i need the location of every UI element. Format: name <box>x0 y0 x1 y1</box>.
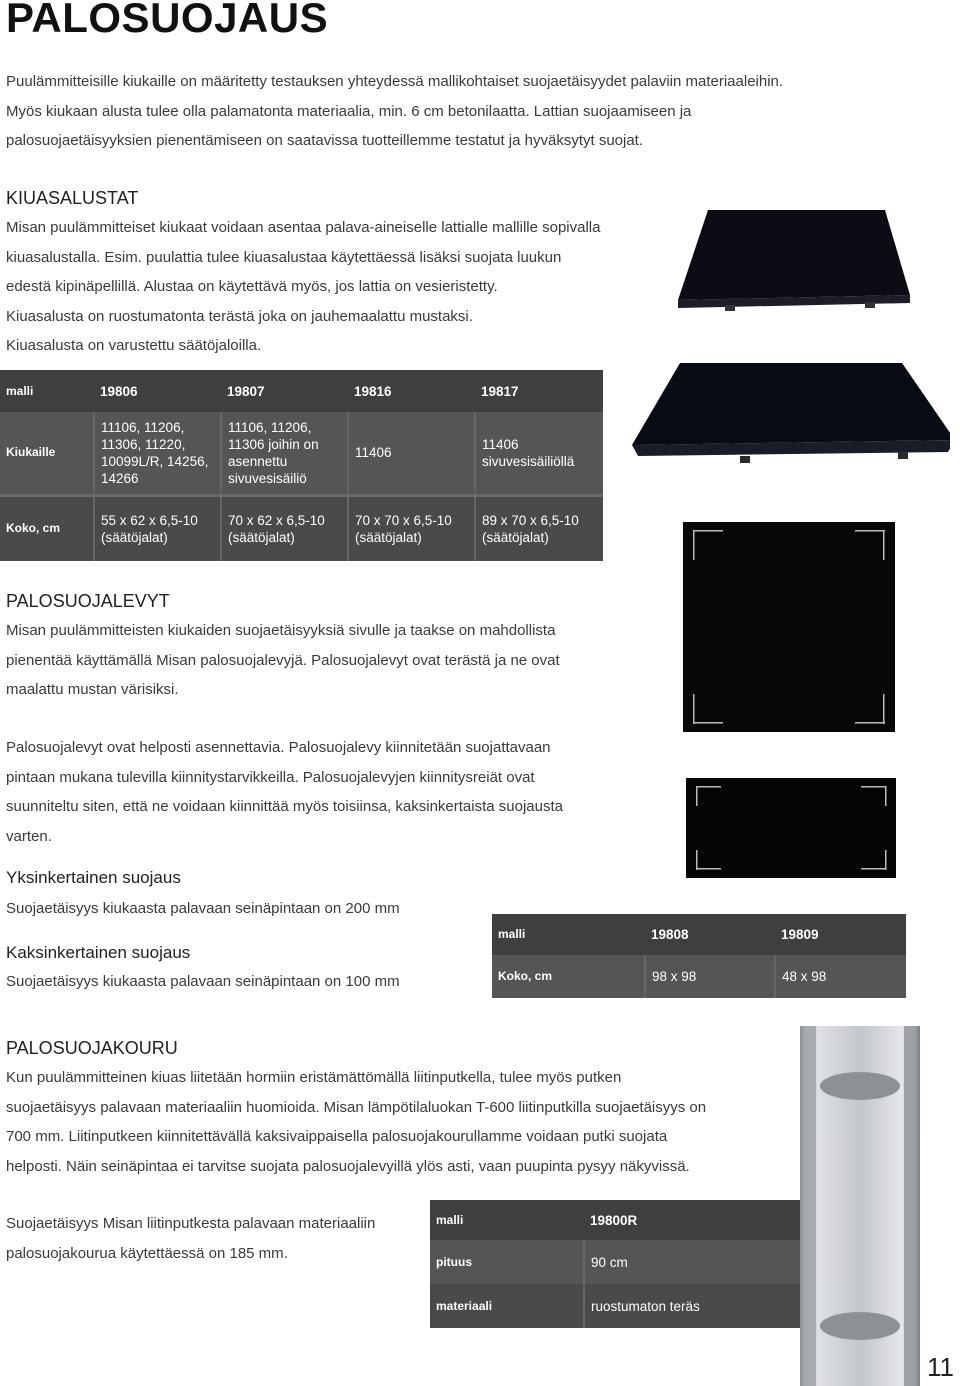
table-header-cell: 19809 <box>775 914 906 955</box>
table-header-cell: malli <box>0 370 94 412</box>
page-number: 11 <box>927 1352 954 1382</box>
table-row <box>430 1284 800 1328</box>
table-cell: 11406 <box>348 412 475 495</box>
text-line: varten. <box>6 827 52 845</box>
table-cell: 70 x 70 x 6,5-10 (säätöjalat) <box>348 495 475 561</box>
palosuojalevy-image-large <box>683 522 895 732</box>
table-cell: 55 x 62 x 6,5-10 (säätöjalat) <box>94 495 221 561</box>
single-protection-text: Suojaetäisyys kiukaasta palavaan seinäpintaan on 200 mm <box>6 900 400 917</box>
text-line: palosuojaetäisyyksien pienentämiseen on saatavissa tuotteillemme testatut ja hyväksytyt suojat. <box>6 132 644 149</box>
table-cell: ruostumaton teräs <box>584 1284 800 1328</box>
text-line: suunniteltu siten, että ne voidaan kiinnittää myös toisiinsa, kaksinkertaista suojausta <box>6 798 563 815</box>
table-header-cell: 19800R <box>584 1200 800 1240</box>
table-header-cell: 19817 <box>475 370 603 412</box>
palosuojalevy-spec-table <box>492 914 906 998</box>
text-line: Kiuasalusta on varustettu säätöjaloilla. <box>6 337 262 354</box>
text-line: pintaan mukana tulevilla kiinnitystarvikkeilla. Palosuojalevyjen kiinnitysreiät ovat <box>6 768 535 786</box>
table-header-cell: 19808 <box>645 914 775 955</box>
kiuasalusta-spec-table <box>0 370 603 561</box>
table-header-row <box>0 370 603 412</box>
table-header-cell: 19807 <box>221 370 348 412</box>
text-line: pienentää käyttämällä Misan palosuojalevyjä. Palosuojalevyt ovat terästä ja ne ovat <box>6 651 560 669</box>
text-line: helposti. Näin seinäpintaa ei tarvitse suojata palosuojalevyillä ylös asti, vaan puupinta pysyy näkyvissä. <box>6 1157 690 1175</box>
palosuojakouru-note <box>6 1209 375 1268</box>
kiuasalusta-image-small <box>670 205 940 320</box>
table-row-label: malli <box>430 1200 584 1240</box>
text-line: maalattu mustan värisiksi. <box>6 681 179 698</box>
text-line: 700 mm. Liitinputkeen kiinnitettävällä kaksivaippaisella palosuojakourullamme voidaan putki suojata <box>6 1128 668 1145</box>
double-protection-text: Suojaetäisyys kiukaasta palavaan seinäpintaan on 100 mm <box>6 973 400 990</box>
palosuojakouru-paragraph <box>6 1063 706 1181</box>
text-line: kiuasalustalla. Esim. puulattia tulee kiuasalustaa käytettäessä lisäksi suojata luukun <box>6 248 562 266</box>
table-row <box>0 412 603 495</box>
palosuojalevyt-paragraph <box>6 616 560 705</box>
table-row <box>492 955 906 998</box>
table-row-label: Koko, cm <box>6 521 61 536</box>
palosuojalevy-image-small <box>686 778 896 878</box>
table-header-row <box>492 914 906 955</box>
table-row-label: materiaali <box>436 1298 493 1313</box>
table-header-cell: malli <box>492 914 645 955</box>
palosuojakouru-spec-table <box>430 1200 800 1328</box>
table-cell: 11106, 11206, 11306, 11220, 10099L/R, 14256, 14266 <box>94 412 221 495</box>
table-cell: 98 x 98 <box>645 955 775 998</box>
intro-paragraph <box>6 67 783 156</box>
palosuojalevyt-paragraph-2 <box>6 733 563 851</box>
table-cell: 90 cm <box>584 1240 800 1284</box>
table-cell: 11406 sivuvesisäiliöllä <box>475 412 603 495</box>
table-cell: 89 x 70 x 6,5-10 (säätöjalat) <box>475 495 603 561</box>
table-row <box>0 495 603 561</box>
text-line: Suojaetäisyys Misan liitinputkesta palavaan materiaaliin <box>6 1215 376 1232</box>
text-line: Kiuasalusta on ruostumatonta terästä joka on jauhemaalattu mustaksi. <box>6 307 473 325</box>
table-row <box>430 1240 800 1284</box>
table-header-cell: 19806 <box>94 370 221 412</box>
table-row-label: Kiukaille <box>0 412 94 495</box>
single-protection-heading: Yksinkertainen suojaus <box>6 868 181 887</box>
text-line: Misan puulämmitteiset kiukaat voidaan asentaa palava-aineiselle lattialle mallille sopivalla <box>6 219 601 236</box>
table-header-cell: 19816 <box>348 370 475 412</box>
text-line: Puulämmitteisille kiukaille on määritetty testauksen yhteydessä mallikohtaiset suojaetäisyydet palaviin materiaaleihin. <box>6 73 784 90</box>
text-line: Misan puulämmitteisten kiukaiden suojaetäisyyksiä sivulle ja taakse on mahdollista <box>6 622 556 639</box>
table-cell: 70 x 62 x 6,5-10 (säätöjalat) <box>221 495 348 561</box>
table-cell: 48 x 98 <box>775 955 906 998</box>
table-row-label: Koko, cm <box>492 955 645 998</box>
text-line: edestä kipinäpellillä. Alustaa on käytettävä myös, jos lattia on vesieristetty. <box>6 278 498 295</box>
text-line: Kun puulämmitteinen kiuas liitetään hormiin eristämättömällä liitinputkella, tulee myös putken <box>6 1069 622 1086</box>
section-heading-palosuojalevyt: PALOSUOJALEVYT <box>6 591 170 611</box>
section-heading-palosuojakouru: PALOSUOJAKOURU <box>6 1038 178 1058</box>
double-protection-heading: Kaksinkertainen suojaus <box>6 943 191 962</box>
table-header-row <box>430 1200 800 1240</box>
text-line: palosuojakourua käytettäessä on 185 mm. <box>6 1244 288 1262</box>
section-heading-kiuasalustat: KIUASALUSTAT <box>6 188 139 208</box>
table-cell: 11106, 11206, 11306 joihin on asennettu sivuvesisäiliö <box>221 412 348 495</box>
text-line: suojaetäisyys palavaan materiaaliin huomioida. Misan lämpötilaluokan T-600 liitinputkilla suojaetäisyys on <box>6 1098 707 1116</box>
kiuasalustat-paragraph <box>6 213 601 361</box>
page-title: PALOSUOJAUS <box>6 0 329 41</box>
text-line: Palosuojalevyt ovat helposti asennettavia. Palosuojalevy kiinnitetään suojattavaan <box>6 739 551 756</box>
palosuojakouru-image <box>790 1026 930 1386</box>
text-line: Myös kiukaan alusta tulee olla palamatonta materiaalia, min. 6 cm betonilaatta. Lattian suojaamiseen ja <box>6 102 692 120</box>
kiuasalusta-image-large <box>630 360 950 475</box>
table-row-label: pituus <box>430 1240 584 1284</box>
